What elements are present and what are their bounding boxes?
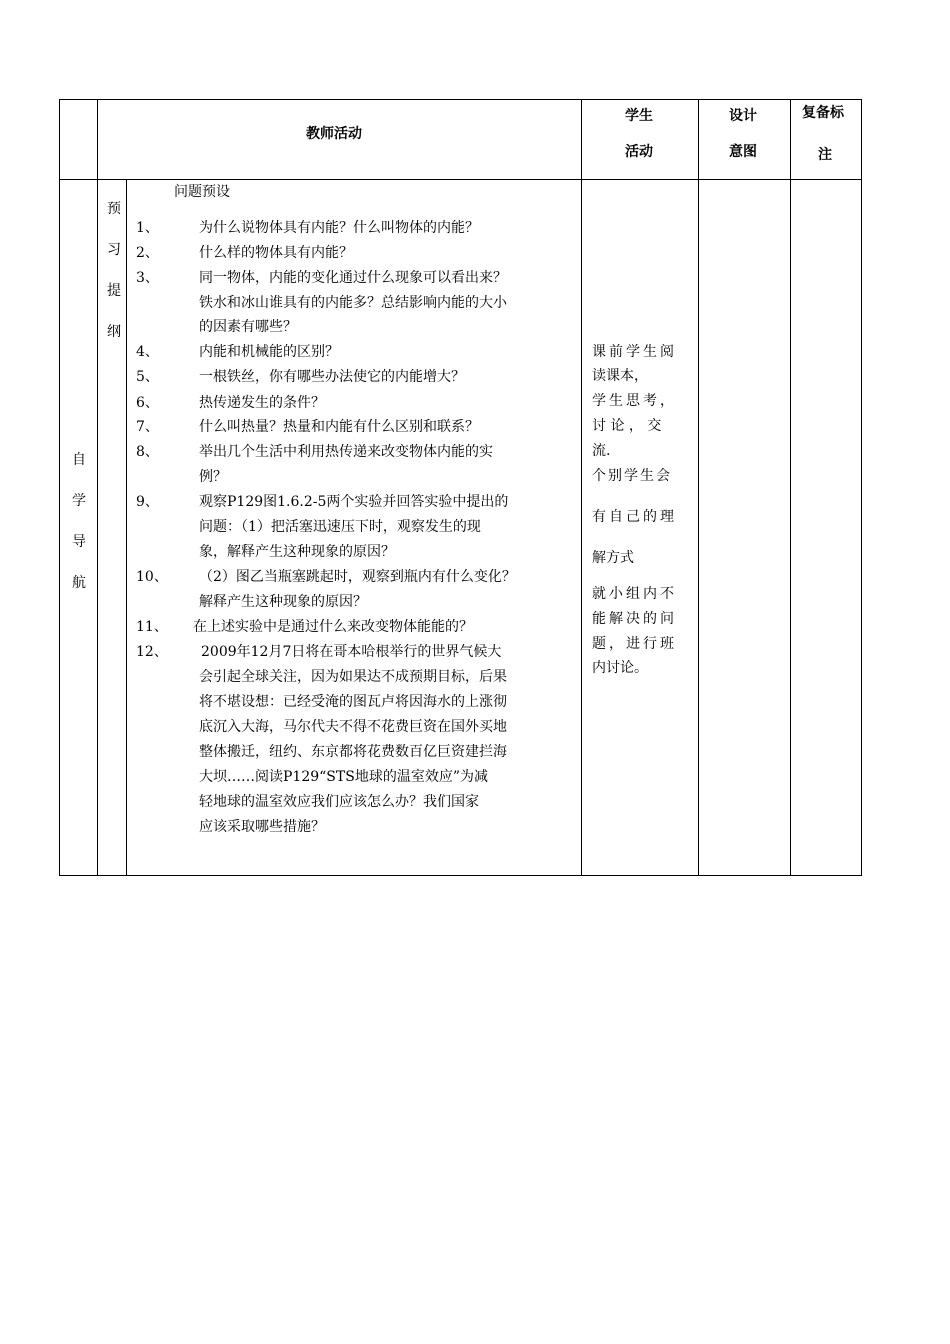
item-line: 热传递发生的条件？ xyxy=(199,395,325,411)
col-divider-1 xyxy=(97,99,98,876)
student-activity-line: 个别学生会 xyxy=(592,468,672,484)
item-number: 2、 xyxy=(136,245,159,261)
section-label-char: 航 xyxy=(72,575,86,591)
student-activity-line: 讨 论 ， 交 xyxy=(592,418,662,434)
sub-label-char: 提 xyxy=(107,283,121,299)
student-activity-line: 流. xyxy=(592,443,611,459)
item-number: 1、 xyxy=(136,220,159,236)
item-number: 11、 xyxy=(136,619,168,635)
item-number: 9、 xyxy=(136,494,159,510)
item-number: 7、 xyxy=(136,419,159,435)
student-activity-line: 能解决的问 xyxy=(592,611,677,627)
item-line: 为什么说物体具有内能？什么叫物体的内能？ xyxy=(199,220,479,236)
item-line: （2）图乙当瓶塞跳起时，观察到瓶内有什么变化？ xyxy=(199,569,516,585)
student-activity-line: 有自己的理 xyxy=(592,509,677,525)
item-line: 内能和机械能的区别？ xyxy=(199,344,339,360)
item-number: 6、 xyxy=(136,395,159,411)
item-number: 10、 xyxy=(136,569,168,585)
header-design-1: 设计 xyxy=(729,108,757,124)
header-student-activity-2: 活动 xyxy=(625,144,653,160)
item-line: 一根铁丝，你有哪些办法使它的内能增大？ xyxy=(199,369,465,385)
item-number: 12、 xyxy=(136,644,168,660)
item-line: 问题：（1）把活塞迅速压下时，观察发生的现 xyxy=(199,519,481,535)
col-divider-5 xyxy=(790,99,791,876)
item-line: 什么叫热量？热量和内能有什么区别和联系？ xyxy=(199,419,479,435)
sub-label-char: 习 xyxy=(107,242,121,258)
header-student-activity-1: 学生 xyxy=(625,108,653,124)
item-line: 观察P129图1.6.2-5两个实验并回答实验中提出的 xyxy=(199,494,509,510)
student-activity-line: 就小组内不 xyxy=(592,586,677,602)
item-line: 2009年12月7日将在哥本哈根举行的世界气候大 xyxy=(201,644,502,660)
item-line: 象，解释产生这种现象的原因？ xyxy=(199,544,395,560)
table-top-border xyxy=(59,99,862,100)
sub-label-char: 纲 xyxy=(107,324,121,340)
col-divider-2 xyxy=(126,179,127,876)
content-title: 问题预设 xyxy=(174,184,230,200)
header-bottom-border xyxy=(59,179,862,180)
student-activity-line: 解方式 xyxy=(592,550,634,566)
item-line: 同一物体，内能的变化通过什么现象可以看出来？ xyxy=(199,270,507,286)
item-line: 什么样的物体具有内能？ xyxy=(199,245,353,261)
header-teacher-activity: 教师活动 xyxy=(306,126,362,142)
item-line: 解释产生这种现象的原因？ xyxy=(199,594,367,610)
item-line: 大坝……阅读P129“STS地球的温室效应”为减 xyxy=(199,769,488,785)
item-line: 轻地球的温室效应我们应该怎么办？我们国家 xyxy=(199,794,479,810)
sub-label-char: 预 xyxy=(107,201,121,217)
item-line: 举出几个生活中利用热传递来改变物体内能的实 xyxy=(199,444,493,460)
table-left-border xyxy=(59,99,60,876)
col-divider-3 xyxy=(581,99,582,876)
student-activity-line: 学生思考， xyxy=(592,393,677,409)
item-line: 例？ xyxy=(199,469,227,485)
item-number: 8、 xyxy=(136,444,159,460)
table-right-border xyxy=(861,99,862,876)
header-review-2: 注 xyxy=(818,147,832,163)
header-review-1: 复备标 xyxy=(802,105,844,121)
item-line: 底沉入大海，马尔代夫不得不花费巨资在国外买地 xyxy=(199,719,507,735)
item-line: 将不堪设想：已经受淹的图瓦卢将因海水的上涨彻 xyxy=(199,694,507,710)
student-activity-line: 读课本， xyxy=(592,368,648,384)
item-line: 整体搬迁，纽约、东京都将花费数百亿巨资建拦海 xyxy=(199,744,507,760)
section-label-char: 自 xyxy=(72,452,86,468)
item-line: 铁水和冰山谁具有的内能多？总结影响内能的大小 xyxy=(199,295,507,311)
item-line: 应该采取哪些措施？ xyxy=(199,819,325,835)
item-number: 3、 xyxy=(136,270,159,286)
header-design-2: 意图 xyxy=(729,144,757,160)
student-activity-line: 题，进行班 xyxy=(592,636,677,652)
table-bottom-border xyxy=(59,875,862,876)
item-number: 5、 xyxy=(136,369,159,385)
item-line: 的因素有哪些？ xyxy=(199,319,297,335)
item-line: 会引起全球关注，因为如果达不成预期目标，后果 xyxy=(199,669,507,685)
student-activity-line: 课前学生阅 xyxy=(592,344,677,360)
section-label-char: 导 xyxy=(72,534,86,550)
item-number: 4、 xyxy=(136,344,159,360)
section-label-char: 学 xyxy=(72,493,86,509)
col-divider-4 xyxy=(698,99,699,876)
student-activity-line: 内讨论。 xyxy=(592,660,648,676)
item-line: 在上述实验中是通过什么来改变物体能能的？ xyxy=(193,619,473,635)
